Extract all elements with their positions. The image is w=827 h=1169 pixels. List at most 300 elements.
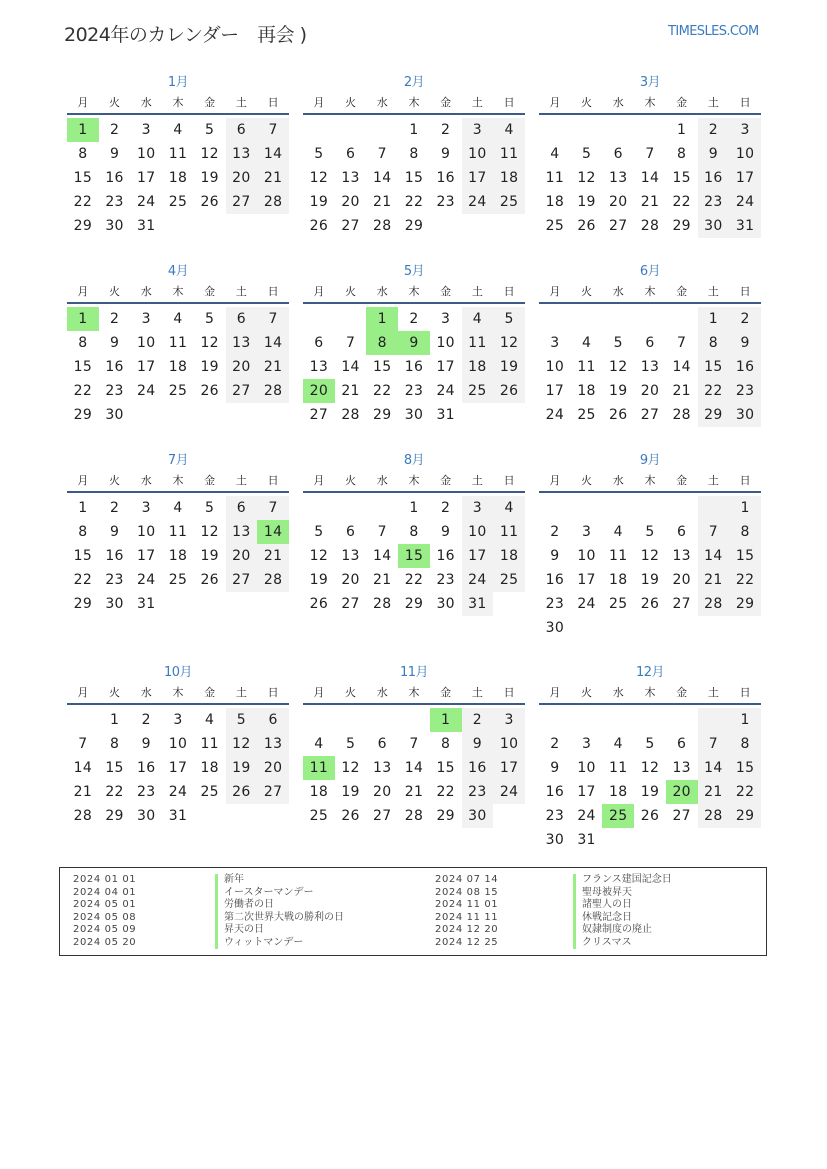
day-grid [303, 493, 525, 616]
empty-day-cell [666, 616, 698, 640]
day-cell: 3 [173, 712, 183, 728]
empty-day-cell [398, 708, 430, 732]
day-cell: 9 [141, 736, 151, 752]
day-cell: 5 [493, 307, 525, 331]
empty-day-cell [571, 118, 603, 142]
weekday-label: 月 [77, 285, 89, 298]
day-cell: 10 [462, 520, 494, 544]
day-cell: 13 [373, 760, 392, 776]
empty-day-cell [257, 403, 289, 427]
empty-day-cell [634, 307, 666, 331]
weekday-label: 土 [471, 285, 483, 298]
day-cell: 2 [141, 712, 151, 728]
day-cell: 13 [309, 359, 329, 375]
day-cell: 24 [436, 383, 455, 399]
day-cell: 7 [257, 307, 289, 331]
day-cell: 23 [545, 808, 565, 824]
day-cell: 14 [341, 359, 360, 375]
empty-day-cell [366, 496, 398, 520]
day-cell: 13 [341, 548, 360, 564]
empty-day-cell [194, 403, 226, 427]
empty-day-cell [462, 214, 494, 238]
day-cell: 8 [441, 736, 451, 752]
day-cell: 30 [698, 214, 730, 238]
day-cell: 7 [698, 520, 730, 544]
day-cell: 21 [341, 383, 360, 399]
day-cell: 24 [493, 780, 525, 804]
month-name: 1月 [167, 75, 189, 90]
day-cell: 4 [493, 496, 525, 520]
weekday-label: 月 [77, 686, 89, 699]
weekday-label: 金 [676, 96, 688, 109]
weekday-label: 月 [77, 96, 89, 109]
month-block [539, 73, 761, 238]
day-cell: 13 [609, 170, 628, 186]
weekday-label: 月 [549, 285, 561, 298]
day-cell: 9 [441, 524, 451, 540]
holiday-date: 2024 12 25 [435, 936, 499, 948]
day-cell: 29 [373, 407, 392, 423]
day-cell: 10 [137, 524, 156, 540]
day-cell: 4 [581, 335, 592, 351]
day-cell: 23 [462, 780, 494, 804]
day-cell: 9 [109, 524, 120, 540]
empty-day-cell [162, 214, 194, 238]
day-cell: 12 [309, 548, 329, 564]
empty-day-cell [303, 496, 335, 520]
day-cell: 12 [640, 760, 660, 776]
weekday-header [67, 93, 289, 115]
empty-day-cell [602, 496, 634, 520]
empty-day-cell [571, 708, 603, 732]
day-cell: 27 [226, 190, 258, 214]
weekday-label: 金 [440, 96, 452, 109]
day-cell: 5 [205, 500, 215, 516]
day-cell: 3 [441, 311, 451, 327]
day-cell: 9 [441, 146, 451, 162]
day-cell: 27 [309, 407, 329, 423]
empty-day-cell [571, 496, 603, 520]
day-cell: 21 [73, 784, 93, 800]
day-cell: 15 [672, 170, 691, 186]
day-cell: 7 [257, 118, 289, 142]
day-cell: 4 [493, 118, 525, 142]
day-cell: 21 [257, 355, 289, 379]
day-cell: 15 [105, 760, 124, 776]
weekday-label: 土 [471, 96, 483, 109]
day-cell: 11 [462, 331, 494, 355]
holiday-name: 聖母被昇天 [573, 887, 632, 900]
holiday-date: 2024 11 01 [435, 899, 499, 910]
empty-day-cell [226, 592, 258, 616]
day-cell: 19 [200, 548, 219, 564]
day-cell: 9 [550, 760, 560, 776]
day-cell: 2 [550, 736, 560, 752]
weekday-header [539, 683, 761, 705]
day-cell: 2 [698, 118, 730, 142]
day-cell: 29 [73, 407, 93, 423]
day-cell: 25 [609, 596, 628, 612]
day-cell: 9 [462, 732, 494, 756]
day-cell: 26 [200, 383, 219, 399]
holiday-date: 2024 05 08 [73, 911, 137, 923]
day-cell: 12 [200, 146, 219, 162]
day-cell: 31 [436, 407, 455, 423]
weekday-label: 日 [503, 285, 515, 298]
day-grid [67, 304, 289, 427]
day-cell: 23 [545, 596, 565, 612]
day-cell: 13 [341, 170, 360, 186]
day-cell: 13 [640, 359, 660, 375]
day-cell: 20 [226, 544, 258, 568]
day-cell: 27 [341, 218, 360, 234]
day-cell: 6 [314, 335, 324, 351]
month-name: 7月 [167, 453, 189, 468]
empty-day-cell [226, 214, 258, 238]
weekday-label: 木 [408, 285, 420, 298]
day-cell: 30 [545, 620, 565, 636]
month-block [67, 262, 289, 427]
empty-day-cell [462, 403, 494, 427]
weekday-label: 水 [376, 285, 388, 298]
weekday-label: 金 [676, 474, 688, 487]
day-cell: 11 [168, 146, 188, 162]
empty-day-cell [493, 214, 525, 238]
day-cell: 30 [436, 596, 455, 612]
day-cell: 28 [373, 596, 392, 612]
weekday-label: 水 [612, 96, 624, 109]
day-cell: 26 [577, 218, 596, 234]
day-cell: 29 [672, 218, 691, 234]
weekday-label: 土 [707, 285, 719, 298]
day-cell: 20 [226, 355, 258, 379]
day-cell: 17 [137, 359, 156, 375]
day-cell: 20 [341, 194, 360, 210]
day-cell: 23 [436, 194, 455, 210]
day-cell: 11 [577, 359, 596, 375]
day-cell: 30 [462, 804, 494, 828]
day-cell: 16 [105, 548, 124, 564]
day-cell: 5 [645, 524, 655, 540]
empty-day-cell [539, 307, 571, 331]
day-cell: 6 [345, 524, 356, 540]
month-name: 9月 [639, 453, 661, 468]
day-cell: 28 [640, 218, 660, 234]
holiday-date: 2024 11 11 [435, 911, 499, 923]
day-grid [539, 304, 761, 427]
day-cell: 2 [109, 500, 120, 516]
day-cell: 15 [398, 544, 430, 568]
weekday-label: 木 [408, 474, 420, 487]
day-cell: 31 [462, 592, 494, 616]
empty-day-cell [257, 804, 289, 828]
day-cell: 1 [78, 500, 88, 516]
day-cell: 22 [672, 194, 691, 210]
empty-day-cell [634, 496, 666, 520]
empty-day-cell [335, 496, 367, 520]
day-cell: 19 [640, 572, 660, 588]
day-cell: 3 [462, 118, 494, 142]
day-cell: 1 [677, 122, 687, 138]
day-cell: 11 [493, 520, 525, 544]
month-name: 11月 [399, 665, 429, 680]
day-cell: 15 [404, 170, 424, 186]
day-cell: 25 [577, 407, 596, 423]
day-cell: 16 [436, 548, 455, 564]
day-cell: 10 [493, 732, 525, 756]
day-cell: 9 [550, 548, 560, 564]
empty-day-cell [493, 592, 525, 616]
day-grid [67, 705, 289, 828]
empty-day-cell [571, 616, 603, 640]
day-cell: 20 [341, 572, 360, 588]
month-block [303, 663, 525, 828]
day-cell: 23 [698, 190, 730, 214]
day-cell: 22 [729, 568, 761, 592]
month-name: 4月 [167, 264, 189, 279]
day-cell: 7 [409, 736, 419, 752]
day-cell: 1 [409, 122, 419, 138]
weekday-label: 水 [612, 285, 624, 298]
weekday-label: 金 [204, 285, 216, 298]
weekday-label: 月 [313, 686, 325, 699]
day-cell: 5 [314, 146, 324, 162]
day-cell: 12 [640, 548, 660, 564]
day-cell: 23 [729, 379, 761, 403]
weekday-header [67, 683, 289, 705]
weekday-label: 日 [739, 474, 751, 487]
empty-day-cell [539, 496, 571, 520]
day-cell: 26 [341, 808, 360, 824]
day-cell: 25 [200, 784, 219, 800]
day-cell: 14 [698, 756, 730, 780]
day-cell: 15 [729, 544, 761, 568]
empty-day-cell [634, 118, 666, 142]
day-cell: 25 [168, 383, 188, 399]
weekday-label: 火 [345, 96, 357, 109]
day-cell: 5 [205, 311, 215, 327]
day-cell: 30 [137, 808, 156, 824]
day-cell: 16 [462, 756, 494, 780]
day-cell: 19 [577, 194, 596, 210]
weekday-label: 火 [109, 686, 121, 699]
empty-day-cell [162, 592, 194, 616]
day-cell: 5 [581, 146, 592, 162]
weekday-label: 金 [676, 285, 688, 298]
day-cell: 12 [309, 170, 329, 186]
day-cell: 3 [729, 118, 761, 142]
day-cell: 10 [462, 142, 494, 166]
day-cell: 20 [303, 379, 335, 403]
day-cell: 28 [672, 407, 691, 423]
day-cell: 16 [137, 760, 156, 776]
day-cell: 29 [729, 804, 761, 828]
day-cell: 21 [672, 383, 691, 399]
month-block [67, 451, 289, 616]
day-cell: 8 [78, 335, 88, 351]
brand-link[interactable]: TIMESLES.COM [668, 24, 759, 39]
day-cell: 18 [493, 166, 525, 190]
empty-day-cell [335, 708, 367, 732]
empty-day-cell [666, 307, 698, 331]
day-cell: 19 [640, 784, 660, 800]
weekday-label: 月 [313, 474, 325, 487]
day-grid [303, 705, 525, 828]
weekday-label: 木 [172, 474, 184, 487]
weekday-label: 月 [549, 474, 561, 487]
day-cell: 4 [613, 524, 623, 540]
holiday-entry [60, 899, 766, 912]
day-cell: 10 [436, 335, 455, 351]
day-cell: 10 [137, 146, 156, 162]
day-cell: 14 [404, 760, 424, 776]
day-cell: 24 [462, 568, 494, 592]
day-cell: 8 [409, 146, 419, 162]
day-cell: 3 [462, 496, 494, 520]
holiday-name: ウィットマンデー [215, 937, 303, 950]
empty-day-cell [666, 496, 698, 520]
empty-day-cell [698, 708, 730, 732]
day-grid [67, 493, 289, 616]
day-cell: 14 [73, 760, 93, 776]
day-cell: 30 [105, 596, 124, 612]
page-title: 2024年のカレンダー 再会 ) [64, 24, 307, 46]
weekday-label: 火 [345, 686, 357, 699]
day-cell: 4 [550, 146, 560, 162]
day-cell: 30 [545, 832, 565, 848]
holiday-entry [60, 887, 766, 900]
weekday-label: 金 [676, 686, 688, 699]
day-cell: 31 [729, 214, 761, 238]
day-cell: 18 [493, 544, 525, 568]
weekday-label: 日 [739, 285, 751, 298]
day-cell: 25 [168, 572, 188, 588]
holiday-date: 2024 08 15 [435, 886, 499, 898]
empty-day-cell [602, 616, 634, 640]
day-cell: 1 [67, 118, 99, 142]
weekday-label: 火 [581, 474, 593, 487]
day-cell: 4 [613, 736, 623, 752]
weekday-header [67, 282, 289, 304]
empty-day-cell [493, 804, 525, 828]
day-cell: 19 [200, 170, 219, 186]
day-cell: 21 [698, 568, 730, 592]
weekday-label: 月 [313, 285, 325, 298]
day-cell: 27 [226, 568, 258, 592]
day-cell: 18 [609, 784, 628, 800]
weekday-label: 日 [503, 686, 515, 699]
weekday-label: 日 [739, 96, 751, 109]
weekday-label: 木 [172, 96, 184, 109]
weekday-label: 金 [204, 686, 216, 699]
day-cell: 19 [226, 756, 258, 780]
day-cell: 2 [109, 122, 120, 138]
day-cell: 12 [577, 170, 596, 186]
day-cell: 3 [581, 524, 592, 540]
day-cell: 30 [729, 403, 761, 427]
day-cell: 11 [168, 524, 188, 540]
day-cell: 26 [640, 596, 660, 612]
day-cell: 12 [226, 732, 258, 756]
weekday-label: 土 [235, 686, 247, 699]
day-grid [539, 115, 761, 238]
weekday-label: 火 [345, 285, 357, 298]
day-cell: 2 [409, 311, 419, 327]
weekday-label: 火 [581, 285, 593, 298]
day-cell: 8 [698, 331, 730, 355]
weekday-header [539, 282, 761, 304]
day-cell: 19 [609, 383, 628, 399]
month-name: 3月 [639, 75, 661, 90]
day-cell: 24 [729, 190, 761, 214]
day-cell: 17 [168, 760, 188, 776]
holiday-name: イースターマンデー [215, 887, 314, 900]
weekday-label: 金 [204, 474, 216, 487]
day-cell: 21 [257, 544, 289, 568]
day-cell: 6 [226, 118, 258, 142]
day-cell: 26 [640, 808, 660, 824]
day-cell: 18 [168, 548, 188, 564]
day-cell: 13 [257, 732, 289, 756]
day-cell: 2 [550, 524, 560, 540]
day-cell: 19 [493, 355, 525, 379]
holiday-date: 2024 04 01 [73, 886, 137, 898]
day-cell: 21 [257, 166, 289, 190]
day-cell: 22 [73, 572, 93, 588]
day-cell: 2 [729, 307, 761, 331]
day-cell: 15 [73, 170, 93, 186]
day-cell: 31 [168, 808, 188, 824]
day-cell: 25 [462, 379, 494, 403]
holiday-name: 諸聖人の日 [573, 899, 632, 912]
day-cell: 17 [137, 548, 156, 564]
day-cell: 12 [341, 760, 360, 776]
day-cell: 27 [609, 218, 628, 234]
holiday-name: フランス建国記念日 [573, 874, 672, 887]
day-cell: 23 [105, 383, 124, 399]
day-cell: 20 [373, 784, 392, 800]
day-cell: 5 [345, 736, 356, 752]
empty-day-cell [303, 708, 335, 732]
day-cell: 31 [137, 596, 156, 612]
weekday-label: 日 [267, 686, 279, 699]
weekday-header [303, 282, 525, 304]
day-cell: 10 [729, 142, 761, 166]
day-cell: 22 [73, 383, 93, 399]
weekday-header [303, 93, 525, 115]
day-cell: 19 [309, 194, 329, 210]
day-cell: 22 [436, 784, 455, 800]
month-name: 12月 [635, 665, 665, 680]
day-cell: 19 [309, 572, 329, 588]
day-cell: 21 [373, 572, 392, 588]
day-cell: 19 [341, 784, 360, 800]
day-cell: 18 [462, 355, 494, 379]
day-cell: 18 [168, 170, 188, 186]
day-cell: 7 [78, 736, 88, 752]
empty-day-cell [539, 708, 571, 732]
empty-day-cell [634, 828, 666, 852]
day-cell: 27 [373, 808, 392, 824]
day-cell: 6 [677, 736, 687, 752]
day-cell: 23 [105, 572, 124, 588]
month-block [539, 262, 761, 427]
empty-day-cell [634, 616, 666, 640]
day-cell: 21 [373, 194, 392, 210]
weekday-label: 火 [345, 474, 357, 487]
day-cell: 2 [109, 311, 120, 327]
day-cell: 22 [105, 784, 124, 800]
